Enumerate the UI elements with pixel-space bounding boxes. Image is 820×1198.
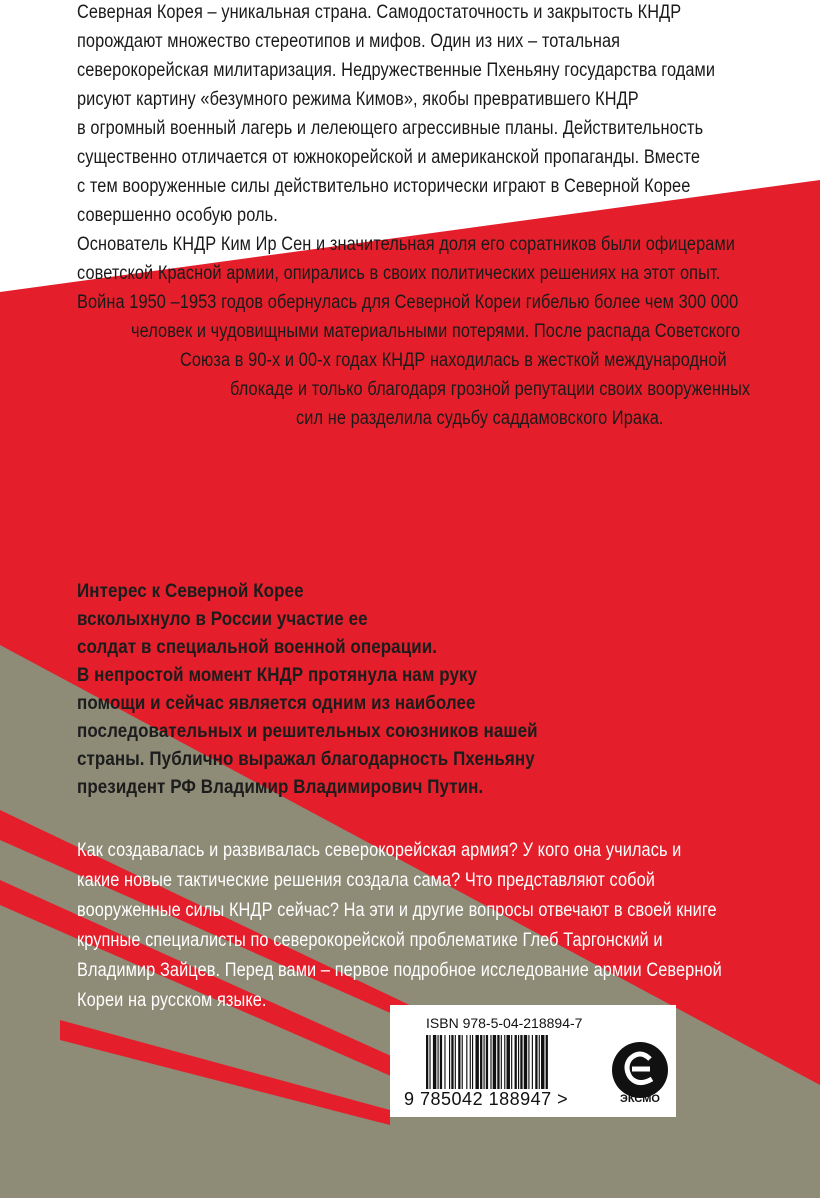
intro-line: рисуют картину «безумного режима Кимов», якобы превратившего КНДР [77, 89, 639, 110]
publisher-name: ЭКСМО [620, 1093, 660, 1105]
intro-line: совершенно особую роль. [77, 205, 278, 226]
questions-line: крупные специалисты по северокорейской проблематике Глеб Таргонский и [77, 930, 663, 951]
intro-line: сил не разделила судьбу саддамовского Ирака. [296, 408, 664, 429]
intro-line: Основатель КНДР Ким Ир Сен и значительная доля его соратников были офицерами [77, 234, 735, 255]
intro-line: советской Красной армии, опирались в своих политических решениях на этот опыт. [77, 263, 721, 284]
highlight-line: солдат в специальной военной операции. [77, 636, 438, 658]
barcode-icon [426, 1035, 602, 1089]
highlight-line: президент РФ Владимир Владимирович Путин. [77, 776, 484, 798]
intro-line: в огромный военный лагерь и лелеющего агрессивные планы. Действительность [77, 118, 704, 139]
barcode-digits: 9 785042 188947 > [404, 1089, 569, 1109]
questions-line: Кореи на русском языке. [77, 990, 267, 1011]
questions-line: какие новые тактические решения создала сама? Что представляют собой [77, 870, 656, 891]
intro-line: существенно отличается от южнокорейской и американской пропаганды. Вместе [77, 147, 701, 168]
highlight-line: последовательных и решительных союзников нашей [77, 720, 538, 742]
questions-line: вооруженные силы КНДР сейчас? На эти и другие вопросы отвечают в своей книге [77, 900, 717, 921]
intro-line: блокаде и только благодаря грозной репутации своих вооруженных [230, 379, 751, 400]
intro-line: Война 1950 –1953 годов обернулась для Северной Кореи гибелью более чем 300 000 [77, 292, 739, 313]
intro-line: северокорейская милитаризация. Недружественные Пхеньяну государства годами [77, 60, 716, 81]
intro-line: Северная Корея – уникальная страна. Самодостаточность и закрытость КНДР [77, 2, 682, 23]
highlight-line: помощи и сейчас является одним из наиболее [77, 692, 476, 714]
highlight-line: Интерес к Северной Корее [77, 580, 304, 602]
highlight-line: всколыхнуло в России участие ее [77, 608, 368, 630]
questions-line: Владимир Зайцев. Перед вами – первое подробное исследование армии Северной [77, 960, 722, 981]
highlight-line: страны. Публично выражал благодарность Пхеньяну [77, 748, 535, 770]
isbn-label: ISBN 978-5-04-218894-7 [426, 1015, 583, 1031]
intro-line: с тем вооруженные силы действительно исторически играют в Северной Корее [77, 176, 691, 197]
intro-line: человек и чудовищными материальными потерями. После распада Советского [131, 321, 741, 342]
isbn-block [390, 1005, 676, 1117]
intro-line: Союза в 90-х и 00-х годах КНДР находилась в жесткой международной [180, 350, 727, 371]
questions-line: Как создавалась и развивалась северокорейская армия? У кого она училась и [77, 840, 682, 861]
intro-line: порождают множество стереотипов и мифов. Один из них – тотальная [77, 31, 621, 52]
highlight-line: В непростой момент КНДР протянула нам руку [77, 664, 478, 686]
